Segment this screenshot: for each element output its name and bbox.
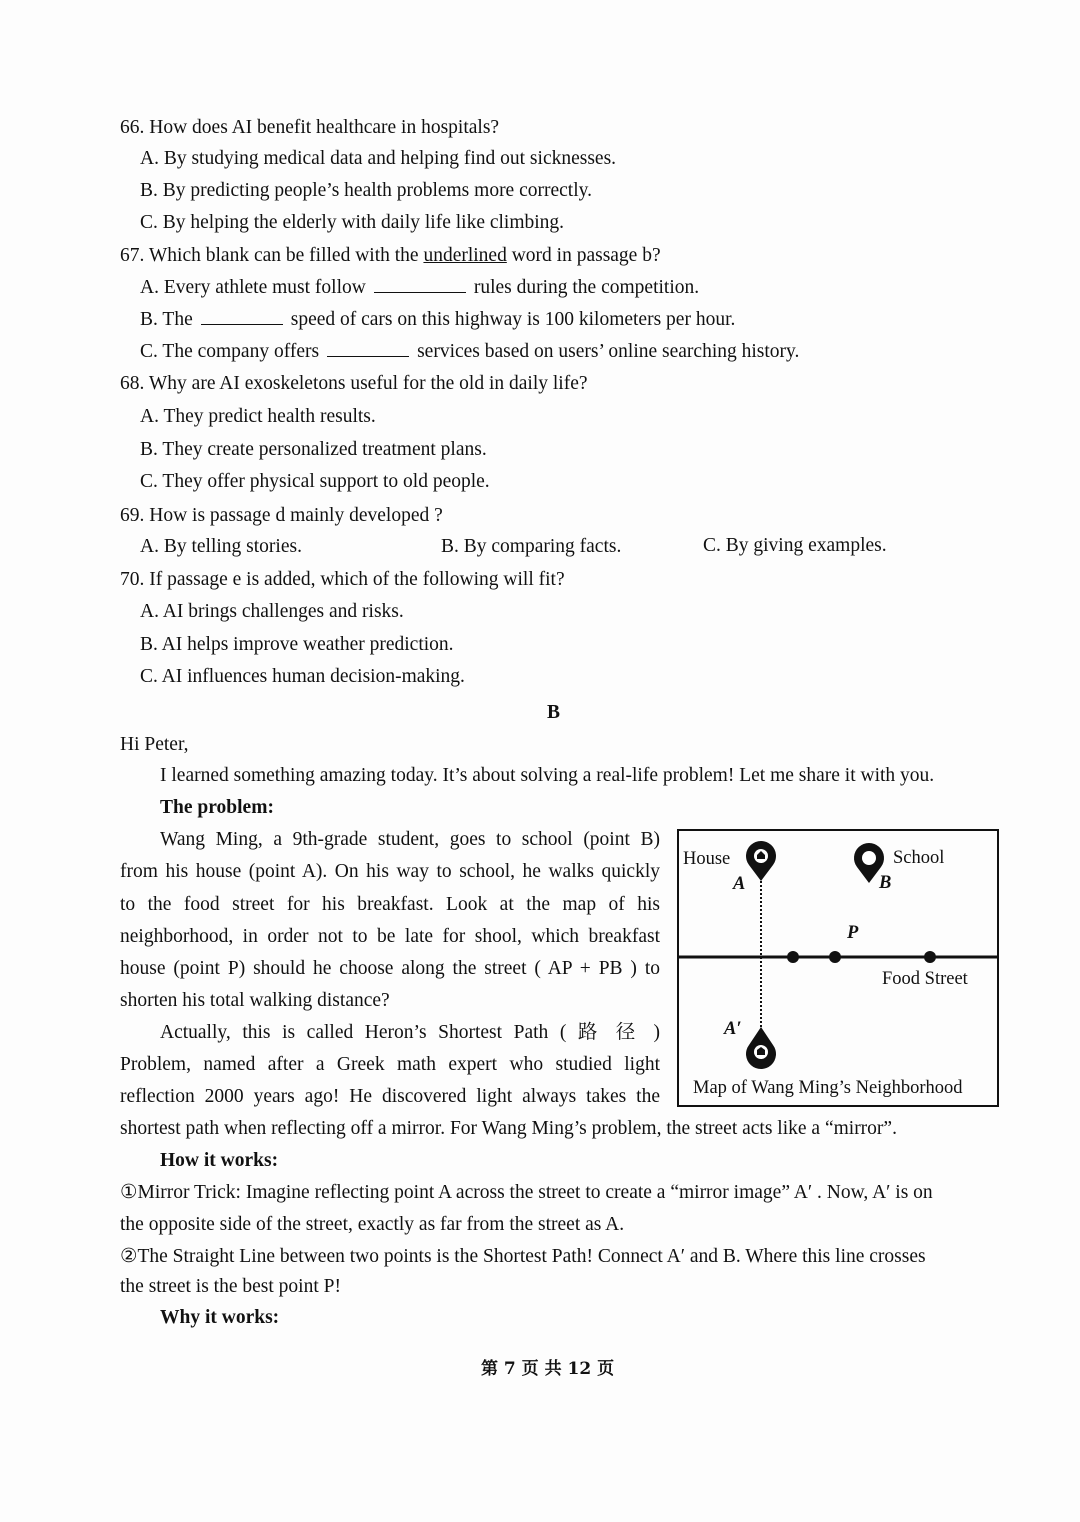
point-a-label: A — [733, 874, 746, 894]
breakfast-house-dot — [924, 951, 936, 963]
step-1-cont: the opposite side of the street, exactly as far from the street as A. — [120, 1214, 625, 1235]
blank — [374, 278, 466, 293]
step-2-cont: the street is the best point P! — [120, 1276, 341, 1297]
map-graphics — [679, 831, 997, 1105]
question-text: 67. Which blank can be filled with the — [120, 245, 424, 266]
option-text: services based on users’ online searching history. — [417, 341, 800, 362]
question-67 — [120, 244, 661, 268]
option: B. AI helps improve weather prediction. — [140, 634, 454, 655]
paragraph-line: house (point P) should he choose along the street ( AP + PB ) to — [120, 958, 660, 979]
why-heading: Why it works: — [160, 1307, 280, 1328]
house-label: House — [683, 849, 731, 869]
point-a-prime-label: A′ — [724, 1019, 742, 1039]
greeting: Hi Peter, — [120, 734, 189, 755]
paragraph-line: to the food street for his breakfast. Look at the map of his — [120, 894, 660, 915]
option — [140, 340, 799, 364]
option: C. AI influences human decision-making. — [140, 666, 465, 687]
point-b-label: B — [879, 873, 892, 893]
paragraph-line: from his house (point A). On his way to school, he walks quickly — [120, 861, 660, 882]
blank — [327, 342, 409, 357]
option — [140, 276, 699, 300]
option-text: speed of cars on this highway is 100 kilometers per hour. — [290, 309, 736, 330]
underlined-word: underlined — [423, 245, 507, 266]
how-heading: How it works: — [160, 1150, 279, 1171]
point-p-label: P — [847, 923, 859, 943]
food-street-label: Food Street — [882, 969, 968, 989]
section-title: B — [547, 702, 561, 723]
page-footer: 第 7 页 共 12 页 — [481, 1359, 615, 1379]
breakfast-house-dot — [829, 951, 841, 963]
house-pin-icon — [746, 841, 776, 881]
breakfast-house-dot — [787, 951, 799, 963]
paragraph-line: shorten his total walking distance? — [120, 990, 390, 1011]
neighborhood-map — [677, 829, 999, 1107]
option: A. They predict health results. — [140, 406, 376, 427]
option-text: C. The company offers — [140, 341, 320, 362]
option: A. By telling stories. — [140, 536, 302, 557]
paragraph-line: shortest path when reflecting off a mirror. For Wang Ming’s problem, the street acts like a “mirror”. — [120, 1118, 897, 1139]
option-text: rules during the competition. — [473, 277, 700, 298]
option: C. By giving examples. — [703, 535, 887, 556]
option: B. They create personalized treatment plans. — [140, 439, 487, 460]
school-label: School — [893, 848, 945, 868]
option: C. By helping the elderly with daily life like climbing. — [140, 212, 565, 233]
question-69: 69. How is passage d mainly developed ? — [120, 505, 443, 526]
intro: I learned something amazing today. It’s about solving a real-life problem! Let me share it with you. — [160, 765, 935, 786]
paragraph-line: reflection 2000 years ago! He discovered light always takes the — [120, 1086, 660, 1107]
paragraph-line: Problem, named after a Greek math expert who studied light — [120, 1054, 660, 1075]
paragraph-line: Actually, this is called Heron’s Shortest Path ( 路 径 ) — [160, 1022, 660, 1043]
question-68: 68. Why are AI exoskeletons useful for the old in daily life? — [120, 373, 588, 394]
paragraph-line: neighborhood, in order not to be late for shool, which breakfast — [120, 926, 660, 947]
blank — [201, 310, 283, 325]
step-1: ①Mirror Trick: Imagine reflecting point A across the street to create a “mirror image” A′ . Now, A′ is on — [120, 1182, 933, 1203]
mirror-house-pin-icon — [746, 1027, 776, 1069]
option: A. By studying medical data and helping find out sicknesses. — [140, 148, 617, 169]
problem-heading: The problem: — [160, 797, 274, 818]
option: B. By predicting people’s health problems more correctly. — [140, 180, 592, 201]
option-text: A. Every athlete must follow — [140, 277, 366, 298]
option: B. By comparing facts. — [441, 536, 622, 557]
option — [140, 308, 735, 332]
question-66: 66. How does AI benefit healthcare in hospitals? — [120, 117, 500, 138]
option: A. AI brings challenges and risks. — [140, 601, 404, 622]
step-2: ②The Straight Line between two points is the Shortest Path! Connect A′ and B. Where this line crosses — [120, 1246, 926, 1267]
paragraph-line: Wang Ming, a 9th-grade student, goes to school (point B) — [160, 829, 660, 850]
question-70: 70. If passage e is added, which of the following will fit? — [120, 569, 565, 590]
question-text: word in passage b? — [506, 245, 661, 266]
option: C. They offer physical support to old people. — [140, 471, 490, 492]
map-caption: Map of Wang Ming’s Neighborhood — [693, 1078, 963, 1098]
option-text: B. The — [140, 309, 193, 330]
